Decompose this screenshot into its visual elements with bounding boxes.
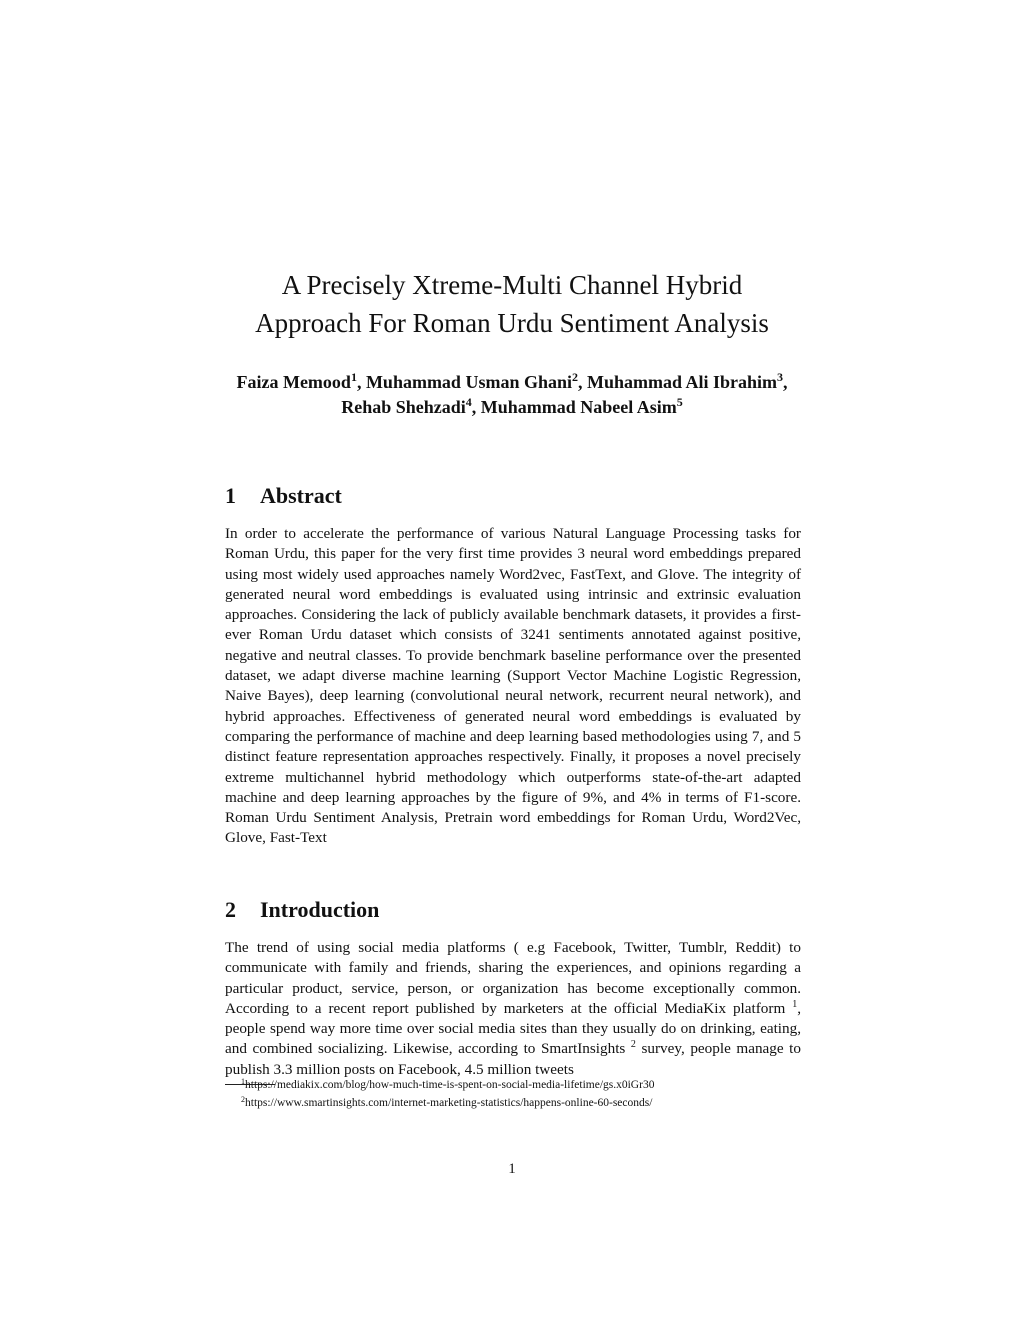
footnote-1 [241, 1078, 654, 1093]
intro-text-part: The trend of using social media platforms ( e.g Facebook, Twitter, Tumblr, Reddit) to communicate with family and friends, sharing the experiences, and opinions regarding a particular product, service, person, or organization has become exceptionally common. According to a recent report published by marketers at the official MediaKix platform [225, 939, 801, 1017]
author-separator: , [783, 372, 788, 392]
author-name: Muhammad Usman Ghani [365, 372, 572, 392]
footnote-url[interactable]: https://www.smartinsights.com/internet-marketing-statistics/happens-online-60-seconds/ [245, 1097, 653, 1109]
footnote-mark: 2 [241, 1095, 245, 1104]
author-separator: , [356, 372, 366, 392]
author-affiliation-mark: 1 [350, 370, 357, 384]
author-affiliation-mark: 3 [777, 370, 784, 384]
author-affiliation-mark: 2 [571, 370, 578, 384]
author-name: Rehab Shehzadi [341, 397, 466, 417]
intro-text-part: , people spend way more time over social media sites than they usually do on drinking, eating, and combined socializing. Likewise, according to SmartInsights [225, 999, 801, 1058]
author-name: Faiza Memood [236, 372, 351, 392]
section-number: 1 [225, 483, 236, 508]
author-affiliation-mark: 4 [465, 395, 472, 409]
footnote-url[interactable]: https://mediakix.com/blog/how-much-time-is-spent-on-social-media-lifetime/gs.x0iGr30 [245, 1079, 655, 1091]
footnote-reference[interactable]: 2 [630, 1039, 636, 1051]
abstract-text: In order to accelerate the performance of various Natural Language Processing tasks for Roman Urdu, this paper for the very first time provides 3 neural word embeddings prepared using most widely used approaches namely Word2vec, FastText, and Glove. The integrity of generated neural word embeddings is evaluated using intrinsic and extrinsic evaluation approaches. Considering the lack of publicly available benchmark datasets, it provides a first-ever Roman Urdu dataset which consists of 3241 sentiments annotated against positive, negative and neutral classes. To provide benchmark baseline performance over the presented dataset, we adapt diverse machine learning (Support Vector Machine Logistic Regression, Naive Bayes), deep learning (convolutional neural network, recurrent neural network), and hybrid approaches. Effectiveness of generated neural word embeddings is evaluated by comparing the performance of machine and deep learning based methodologies using 7, and 5 distinct feature representation approaches respectively. Finally, it proposes a novel precisely extreme multichannel hybrid methodology which outperforms state-of-the-art adapted machine and deep learning approaches by the figure of 9%, and 4% in terms of F1-score. Roman Urdu Sentiment Analysis, Pretrain word embeddings for Roman Urdu, Word2Vec, Glove, Fast-Text [225, 525, 801, 847]
author-separator: , [577, 372, 587, 392]
author-list [0, 370, 1024, 420]
author-name: Muhammad Nabeel Asim [480, 397, 677, 417]
section-title: Introduction [260, 897, 380, 922]
author-name: Muhammad Ali Ibrahim [586, 372, 778, 392]
introduction-text [225, 938, 801, 1080]
title-line-2: Approach For Roman Urdu Sentiment Analysis [255, 308, 769, 338]
introduction-heading [225, 896, 379, 924]
footnote-mark: 1 [241, 1077, 245, 1086]
page-number: 1 [508, 1161, 516, 1177]
section-title: Abstract [260, 483, 342, 508]
footnote-2 [241, 1096, 652, 1111]
footnote-reference[interactable]: 1 [792, 998, 798, 1010]
intro-text-part: survey, people manage to publish 3.3 million posts on Facebook, 4.5 million tweets [225, 1040, 801, 1078]
author-affiliation-mark: 5 [676, 395, 683, 409]
section-number: 2 [225, 897, 236, 922]
abstract-heading [225, 482, 342, 510]
title-line-1: A Precisely Xtreme-Multi Channel Hybrid [281, 270, 743, 300]
author-separator: , [471, 397, 481, 417]
paper-title [0, 266, 1024, 342]
